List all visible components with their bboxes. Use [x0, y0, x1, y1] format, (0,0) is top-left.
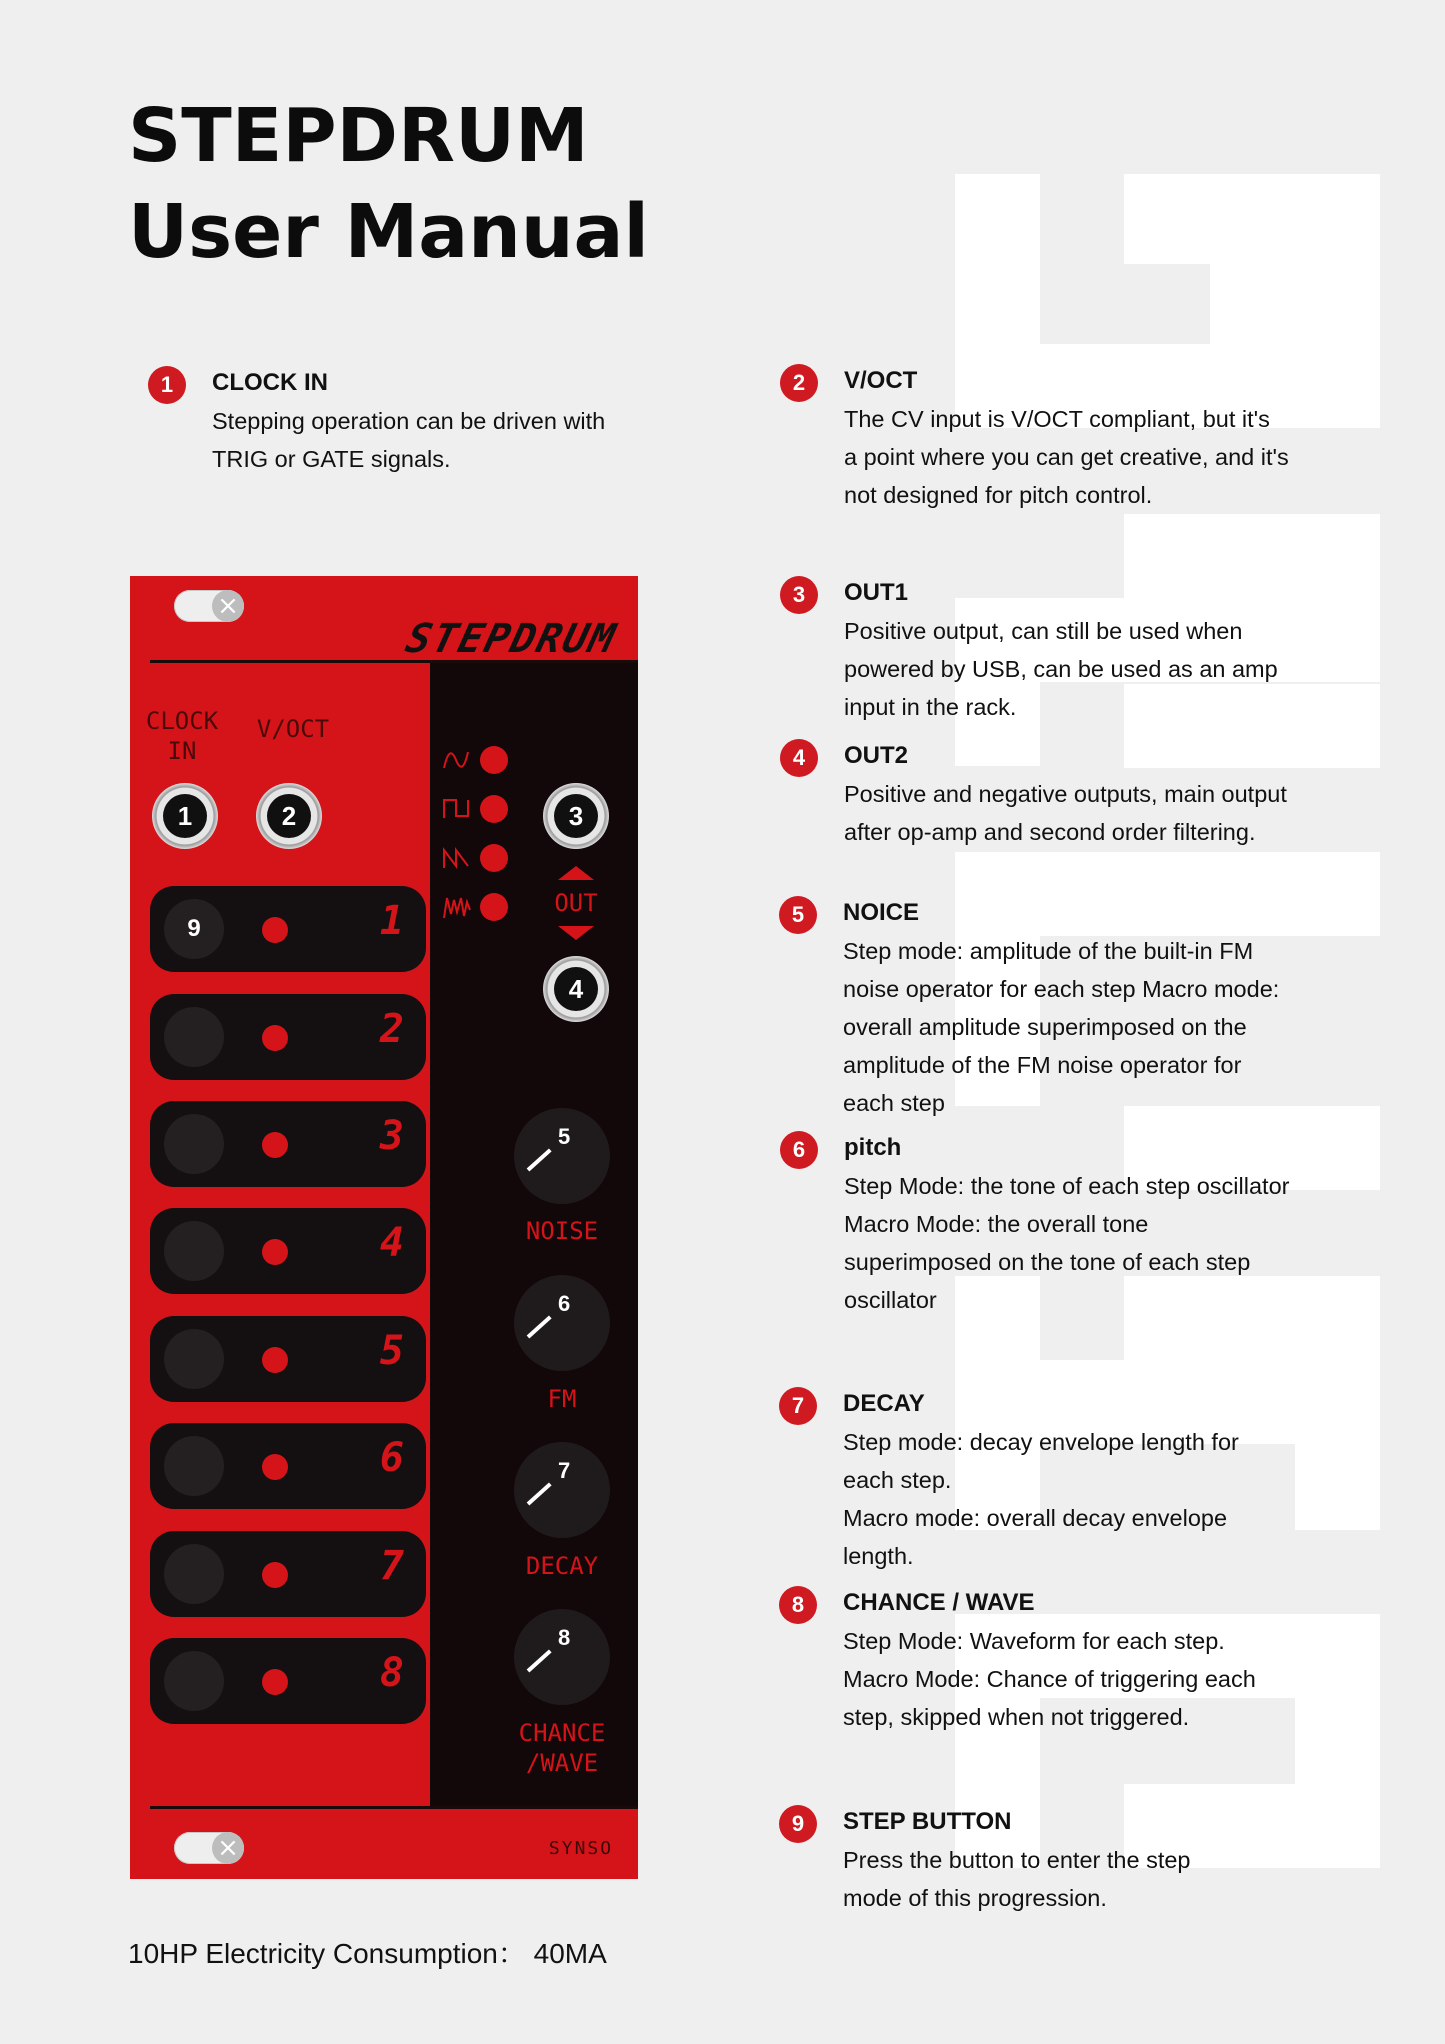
- clock-in-jack[interactable]: [152, 783, 218, 849]
- mount-screw-bottom: [174, 1832, 244, 1864]
- description-line: oscillator: [844, 1287, 937, 1313]
- description-heading: DECAY: [843, 1390, 925, 1417]
- step-row: [150, 1638, 426, 1724]
- step-number: 8: [379, 1650, 404, 1696]
- description-heading: NOICE: [843, 899, 920, 926]
- clock-in-label-line: IN: [167, 737, 197, 765]
- module-panel: [130, 576, 638, 1879]
- power-consumption-note: 10HP Electricity Consumption： 40MA: [128, 1938, 607, 1969]
- step-led: [262, 1025, 288, 1051]
- description-decay: [791, 1385, 1363, 1575]
- knob-indicator: [527, 1148, 552, 1171]
- step-button[interactable]: [164, 1221, 224, 1281]
- description-heading: OUT1: [844, 579, 909, 606]
- description-line: Stepping operation can be driven with: [212, 408, 606, 434]
- step-button[interactable]: [164, 1436, 224, 1496]
- step-led: [262, 1347, 288, 1373]
- knob-indicator: [527, 1315, 552, 1338]
- description-line: Step mode: amplitude of the built-in FM: [843, 938, 1254, 964]
- out-label: OUT: [554, 889, 598, 917]
- step-button[interactable]: [164, 1651, 224, 1711]
- description-line: not designed for pitch control.: [844, 482, 1153, 508]
- step-number: 6: [379, 1435, 404, 1481]
- chance-wave-label-line: CHANCE: [518, 1719, 606, 1747]
- description-line: step, skipped when not triggered.: [843, 1704, 1190, 1730]
- description-line: Positive and negative outputs, main output: [844, 781, 1287, 807]
- waveform-led: [480, 795, 508, 823]
- step-led: [262, 1669, 288, 1695]
- description-line: each step.: [843, 1467, 952, 1493]
- description-noise: [791, 894, 1363, 1122]
- description-heading: STEP BUTTON: [843, 1808, 1012, 1835]
- page-title: [128, 88, 649, 280]
- waveform-led: [480, 893, 508, 921]
- jack-number: 3: [554, 794, 598, 838]
- step-number: 2: [379, 1006, 404, 1052]
- description-heading: V/OCT: [844, 367, 918, 394]
- title-line-2: User Manual: [128, 189, 649, 275]
- step-number: 3: [379, 1113, 404, 1159]
- step-led: [262, 917, 288, 943]
- description-line: Step mode: decay envelope length for: [843, 1429, 1239, 1455]
- saw-wave-icon: [442, 846, 470, 870]
- jack-number: 2: [267, 794, 311, 838]
- step-button[interactable]: [164, 1329, 224, 1389]
- description-line: overall amplitude superimposed on the: [843, 1014, 1247, 1040]
- decay-knob[interactable]: [514, 1442, 610, 1538]
- background-decoration: [955, 174, 1040, 344]
- description-clock-in: [160, 364, 732, 478]
- number-badge: 1: [148, 366, 186, 404]
- description-heading: CHANCE / WAVE: [843, 1589, 1035, 1616]
- title-line-1: STEPDRUM: [128, 93, 589, 179]
- description-line: Step Mode: Waveform for each step.: [843, 1628, 1225, 1654]
- number-badge: 4: [780, 739, 818, 777]
- waveform-led: [480, 844, 508, 872]
- voct-label: V/OCT: [256, 715, 330, 743]
- clock-in-label: [142, 706, 222, 766]
- description-line: superimposed on the tone of each step: [844, 1249, 1251, 1275]
- description-voct: [792, 362, 1364, 514]
- knob-indicator: [527, 1649, 552, 1672]
- number-badge: 6: [780, 1131, 818, 1169]
- fm-label: FM: [547, 1385, 577, 1413]
- description-line: noise operator for each step Macro mode:: [843, 976, 1280, 1002]
- chance-wave-label: [490, 1718, 634, 1778]
- step-row: [150, 1208, 426, 1294]
- description-line: Macro Mode: the overall tone: [844, 1211, 1149, 1237]
- noise-knob[interactable]: [514, 1108, 610, 1204]
- description-line: Press the button to enter the step: [843, 1847, 1191, 1873]
- step-number: 4: [379, 1220, 404, 1266]
- step-row: [150, 994, 426, 1080]
- description-line: length.: [843, 1543, 914, 1569]
- description-line: a point where you can get creative, and it's: [844, 444, 1289, 470]
- sine-wave-icon: [442, 748, 470, 772]
- arrow-up-icon: [558, 866, 594, 880]
- fm-knob[interactable]: [514, 1275, 610, 1371]
- decay-label: DECAY: [525, 1552, 599, 1580]
- arrow-down-icon: [558, 926, 594, 940]
- waveform-led: [480, 746, 508, 774]
- knob-number: 8: [558, 1625, 571, 1650]
- step-led: [262, 1562, 288, 1588]
- description-line: input in the rack.: [844, 694, 1017, 720]
- voct-jack[interactable]: [256, 783, 322, 849]
- chance-wave-knob[interactable]: [514, 1609, 610, 1705]
- description-out1: [792, 574, 1364, 726]
- panel-logo: STEPDRUM: [401, 616, 622, 662]
- number-badge: 3: [780, 576, 818, 614]
- description-line: Macro Mode: Chance of triggering each: [843, 1666, 1256, 1692]
- description-line: TRIG or GATE signals.: [212, 446, 451, 472]
- number-badge: 5: [779, 896, 817, 934]
- out1-jack[interactable]: [543, 783, 609, 849]
- square-wave-icon: [442, 796, 470, 820]
- step-led: [262, 1132, 288, 1158]
- step-number: 1: [379, 898, 404, 944]
- noise-label: NOISE: [525, 1217, 599, 1245]
- panel-divider: [150, 1806, 638, 1809]
- step-led: [262, 1239, 288, 1265]
- close-icon: ×: [212, 1832, 244, 1864]
- step-number: 7: [379, 1543, 404, 1589]
- background-decoration: [1124, 174, 1380, 264]
- description-line: mode of this progression.: [843, 1885, 1107, 1911]
- step-button[interactable]: [164, 1007, 224, 1067]
- noise-wave-icon: [442, 894, 472, 920]
- description-line: amplitude of the FM noise operator for: [843, 1052, 1242, 1078]
- description-pitch: [792, 1129, 1364, 1319]
- close-icon: ×: [212, 590, 244, 622]
- description-line: after op-amp and second order filtering.: [844, 819, 1256, 845]
- description-line: Macro mode: overall decay envelope: [843, 1505, 1228, 1531]
- brand-label: SYNSO: [548, 1838, 614, 1859]
- knob-number: 6: [558, 1291, 571, 1316]
- description-chance-wave: [791, 1584, 1363, 1736]
- description-line: powered by USB, can be used as an amp: [844, 656, 1278, 682]
- knob-number: 7: [558, 1458, 571, 1483]
- description-heading: CLOCK IN: [212, 369, 328, 396]
- step-row: [150, 1423, 426, 1509]
- knob-indicator: [527, 1482, 552, 1505]
- description-heading: pitch: [844, 1134, 902, 1161]
- clock-in-label-line: CLOCK: [145, 707, 219, 735]
- step-led: [262, 1454, 288, 1480]
- step-row: [150, 1101, 426, 1187]
- number-badge: 9: [779, 1805, 817, 1843]
- description-heading: OUT2: [844, 742, 909, 769]
- step-number: 5: [379, 1328, 404, 1374]
- mount-screw-top: [174, 590, 244, 622]
- jack-number: 1: [163, 794, 207, 838]
- step-button[interactable]: 9: [164, 899, 224, 959]
- chance-wave-label-line: /WAVE: [525, 1749, 599, 1777]
- jack-number: 4: [554, 967, 598, 1011]
- step-button[interactable]: [164, 1544, 224, 1604]
- number-badge: 7: [779, 1387, 817, 1425]
- step-row: [150, 886, 426, 972]
- knob-number: 5: [558, 1124, 571, 1149]
- number-badge: 2: [780, 364, 818, 402]
- number-badge: 8: [779, 1586, 817, 1624]
- description-line: The CV input is V/OCT compliant, but it's: [844, 406, 1270, 432]
- step-row: [150, 1531, 426, 1617]
- step-button[interactable]: [164, 1114, 224, 1174]
- description-step-button: [791, 1803, 1363, 1917]
- description-line: each step: [843, 1090, 945, 1116]
- out2-jack[interactable]: [543, 956, 609, 1022]
- description-line: Step Mode: the tone of each step oscillator: [844, 1173, 1290, 1199]
- description-out2: [792, 737, 1364, 851]
- step-row: [150, 1316, 426, 1402]
- description-line: Positive output, can still be used when: [844, 618, 1243, 644]
